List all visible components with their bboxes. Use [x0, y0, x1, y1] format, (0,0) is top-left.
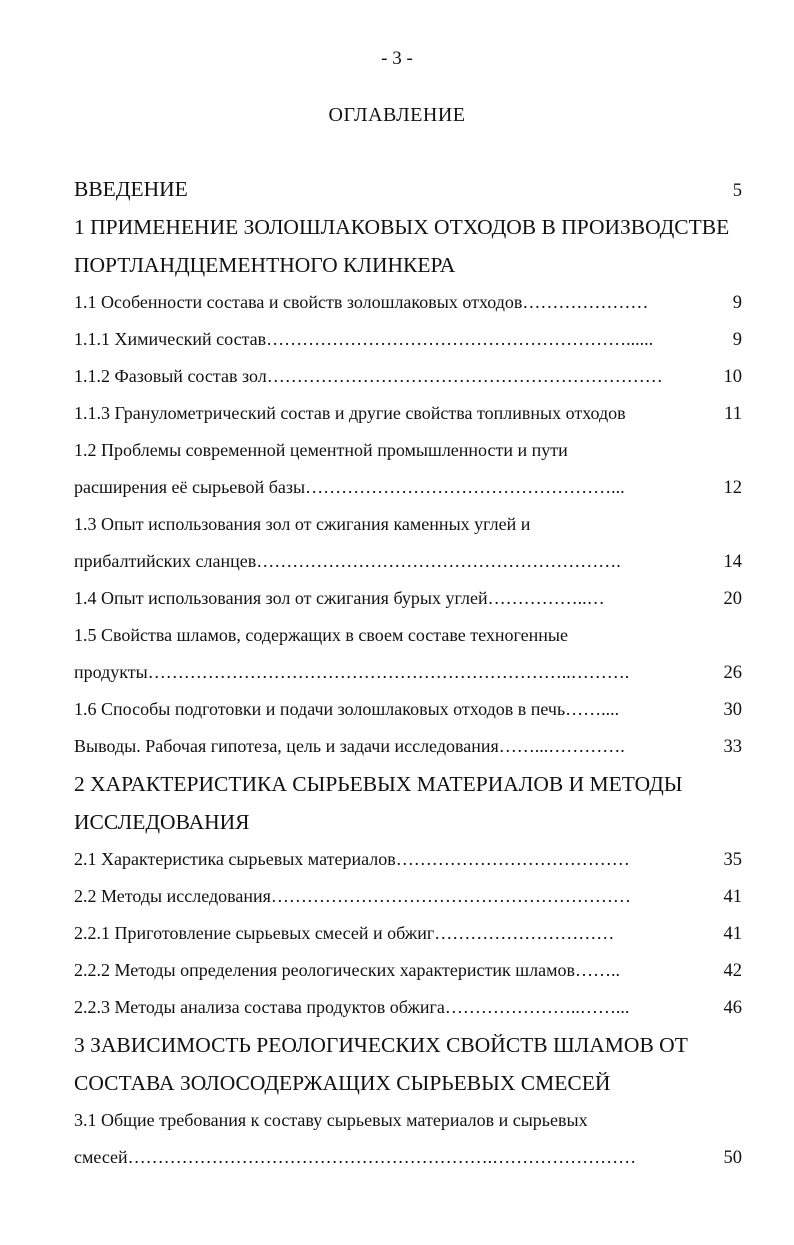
toc-entry-page: 14: [723, 552, 742, 572]
toc-entry[interactable]: [74, 580, 742, 617]
toc-entry-text: расширения её сырьевой базы……………………………………………...: [74, 477, 625, 497]
toc-entry[interactable]: [74, 878, 742, 915]
toc-entry-text: смесей…………………………………………………….……………………: [74, 1147, 637, 1167]
toc-entry-text: 2.1 Характеристика сырьевых материалов…………………………………: [74, 849, 630, 869]
toc-entry[interactable]: [74, 506, 742, 543]
toc-entry-text: 1.5 Свойства шламов, содержащих в своем составе техногенные: [74, 625, 568, 645]
toc-entry-text: 1.4 Опыт использования зол от сжигания бурых углей……………..…: [74, 588, 605, 608]
toc-entry-text: прибалтийских сланцев…………………………………………………….: [74, 551, 621, 571]
toc-entry[interactable]: [74, 358, 742, 395]
toc-entry[interactable]: [74, 543, 742, 580]
toc-entry[interactable]: [74, 952, 742, 989]
toc-entry[interactable]: [74, 395, 742, 432]
toc-entry-page: 41: [723, 924, 742, 944]
toc-entry-text: 1.2 Проблемы современной цементной промышленности и пути: [74, 440, 568, 460]
toc-entry[interactable]: [74, 915, 742, 952]
toc-entry-text: ИССЛЕДОВАНИЯ: [74, 810, 250, 834]
page-number: - 3 -: [381, 48, 413, 69]
toc-entry-page: 12: [723, 478, 742, 498]
toc-entry[interactable]: [74, 691, 742, 728]
toc-entry-page: 30: [723, 700, 742, 720]
toc-entry-text: 1.3 Опыт использования зол от сжигания каменных углей и: [74, 514, 531, 534]
toc-entry-page: 20: [723, 589, 742, 609]
toc-entry-text: 2.2.3 Методы анализа состава продуктов обжига…………………..……...: [74, 997, 630, 1017]
toc-entry-text: 2.2.2 Методы определения реологических характеристик шламов……..: [74, 960, 620, 980]
toc-entry-page: 9: [732, 293, 742, 313]
toc-entry-text: ПОРТЛАНДЦЕМЕНТНОГО КЛИНКЕРА: [74, 253, 456, 277]
toc-entry[interactable]: [74, 989, 742, 1026]
toc-entry[interactable]: [74, 469, 742, 506]
page-title: ОГЛАВЛЕНИЕ: [328, 104, 466, 126]
toc-entry-page: 26: [723, 663, 742, 683]
table-of-contents: [74, 170, 742, 1176]
toc-entry-page: 11: [724, 404, 742, 424]
toc-entry[interactable]: [74, 654, 742, 691]
toc-entry-text: продукты……………………………………………………………..……….: [74, 662, 630, 682]
toc-entry-text: СОСТАВА ЗОЛОСОДЕРЖАЩИХ СЫРЬЕВЫХ СМЕСЕЙ: [74, 1071, 611, 1095]
toc-entry[interactable]: [74, 803, 742, 841]
toc-entry-text: 1.1.2 Фазовый состав зол…………………………………………………………: [74, 366, 663, 386]
toc-entry-text: 1.1 Особенности состава и свойств золошлаковых отходов…………………: [74, 292, 649, 312]
toc-entry[interactable]: [74, 246, 742, 284]
toc-entry-text: ВВЕДЕНИЕ: [74, 177, 188, 201]
toc-entry-page: 33: [723, 737, 742, 757]
toc-entry[interactable]: [74, 208, 742, 246]
toc-entry-text: 2.2.1 Приготовление сырьевых смесей и обжиг…………………………: [74, 923, 615, 943]
toc-entry[interactable]: [74, 1026, 742, 1064]
toc-entry[interactable]: [74, 321, 742, 358]
toc-entry[interactable]: [74, 765, 742, 803]
toc-entry-text: 1 ПРИМЕНЕНИЕ ЗОЛОШЛАКОВЫХ ОТХОДОВ В ПРОИЗВОДСТВЕ: [74, 215, 730, 239]
toc-entry-text: Выводы. Рабочая гипотеза, цель и задачи исследования……...………….: [74, 736, 625, 756]
toc-entry-page: 42: [723, 961, 742, 981]
toc-entry-page: 46: [723, 998, 742, 1018]
toc-entry[interactable]: [74, 1064, 742, 1102]
toc-entry-text: 3.1 Общие требования к составу сырьевых материалов и сырьевых: [74, 1110, 588, 1130]
toc-entry[interactable]: [74, 170, 742, 208]
toc-entry-page: 10: [723, 367, 742, 387]
toc-entry[interactable]: [74, 1102, 742, 1139]
toc-entry-text: 3 ЗАВИСИМОСТЬ РЕОЛОГИЧЕСКИХ СВОЙСТВ ШЛАМОВ ОТ: [74, 1033, 688, 1057]
toc-entry[interactable]: [74, 728, 742, 765]
toc-entry-page: 5: [732, 181, 742, 201]
toc-entry-page: 50: [723, 1148, 742, 1168]
toc-entry-text: 1.1.1 Химический состав……………………………………………………......: [74, 329, 654, 349]
toc-entry[interactable]: [74, 841, 742, 878]
toc-entry[interactable]: [74, 284, 742, 321]
toc-entry-text: 1.1.3 Гранулометрический состав и другие свойства топливных отходов: [74, 403, 626, 423]
toc-entry-page: 35: [723, 850, 742, 870]
toc-entry[interactable]: [74, 617, 742, 654]
toc-entry-page: 41: [723, 887, 742, 907]
toc-entry[interactable]: [74, 1139, 742, 1176]
toc-entry[interactable]: [74, 432, 742, 469]
toc-entry-text: 2.2 Методы исследования……………………………………………………: [74, 886, 631, 906]
toc-entry-page: 9: [732, 330, 742, 350]
toc-entry-text: 1.6 Способы подготовки и подачи золошлаковых отходов в печь……....: [74, 699, 620, 719]
toc-entry-text: 2 ХАРАКТЕРИСТИКА СЫРЬЕВЫХ МАТЕРИАЛОВ И МЕТОДЫ: [74, 772, 683, 796]
